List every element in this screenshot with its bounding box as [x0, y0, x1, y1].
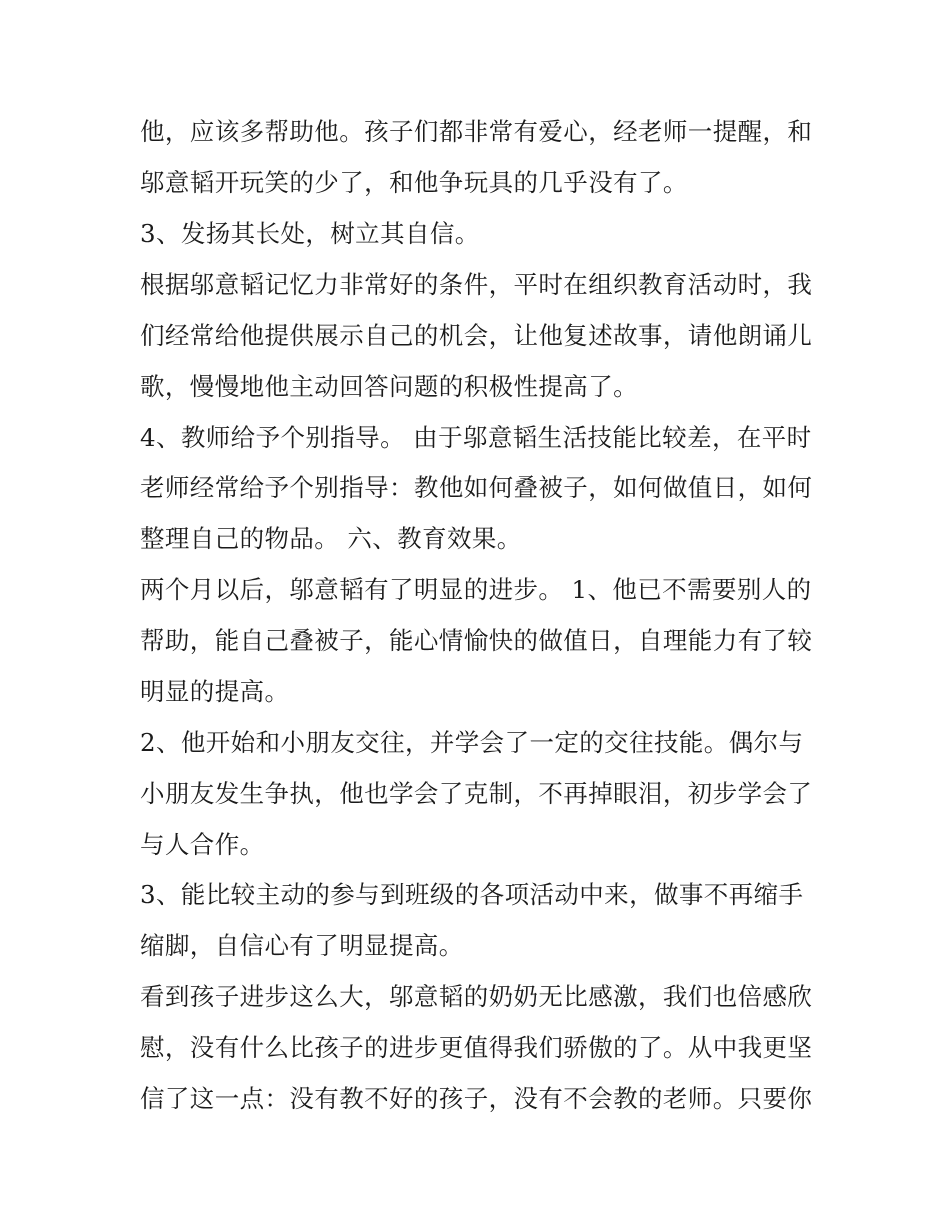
text-line: 2、他开始和小朋友交往，并学会了一定的交往技能。偶尔与 — [140, 728, 804, 757]
text-line: 帮助，能自己叠被子，能心情愉快的做值日，自理能力有了较 — [140, 626, 813, 655]
text-line: 缩脚，自信心有了明显提高。 — [140, 931, 464, 960]
text-line: 小朋友发生争执，他也学会了克制，不再掉眼泪，初步学会了 — [140, 779, 813, 808]
text-line: 3、发扬其长处，树立其自信。 — [140, 219, 480, 248]
text-line: 与人合作。 — [140, 830, 265, 859]
text-line: 整理自己的物品。 六、教育效果。 — [140, 524, 522, 553]
text-line: 邬意韬开玩笑的少了，和他争玩具的几乎没有了。 — [140, 168, 688, 197]
text-line: 歌，慢慢地他主动回答问题的积极性提高了。 — [140, 372, 638, 401]
text-line: 们经常给他提供展示自己的机会，让他复述故事，请他朗诵儿 — [140, 321, 813, 350]
text-line: 明显的提高。 — [140, 677, 290, 706]
text-line: 根据邬意韬记忆力非常好的条件，平时在组织教育活动时，我 — [140, 270, 813, 299]
text-line: 慰，没有什么比孩子的进步更值得我们骄傲的了。从中我更坚 — [140, 1033, 813, 1062]
text-line: 信了这一点：没有教不好的孩子，没有不会教的老师。只要你 — [140, 1084, 813, 1113]
text-line: 3、能比较主动的参与到班级的各项活动中来，做事不再缩手 — [140, 880, 804, 909]
text-line: 老师经常给予个别指导：教他如何叠被子，如何做值日，如何 — [140, 473, 813, 502]
text-line: 看到孩子进步这么大，邬意韬的奶奶无比感激，我们也倍感欣 — [140, 982, 813, 1011]
text-line: 4、教师给予个别指导。 由于邬意韬生活技能比较差，在平时 — [140, 423, 812, 452]
text-line: 他，应该多帮助他。孩子们都非常有爱心，经老师一提醒，和 — [140, 117, 813, 146]
text-line: 两个月以后，邬意韬有了明显的进步。 1、他已不需要别人的 — [140, 575, 812, 604]
